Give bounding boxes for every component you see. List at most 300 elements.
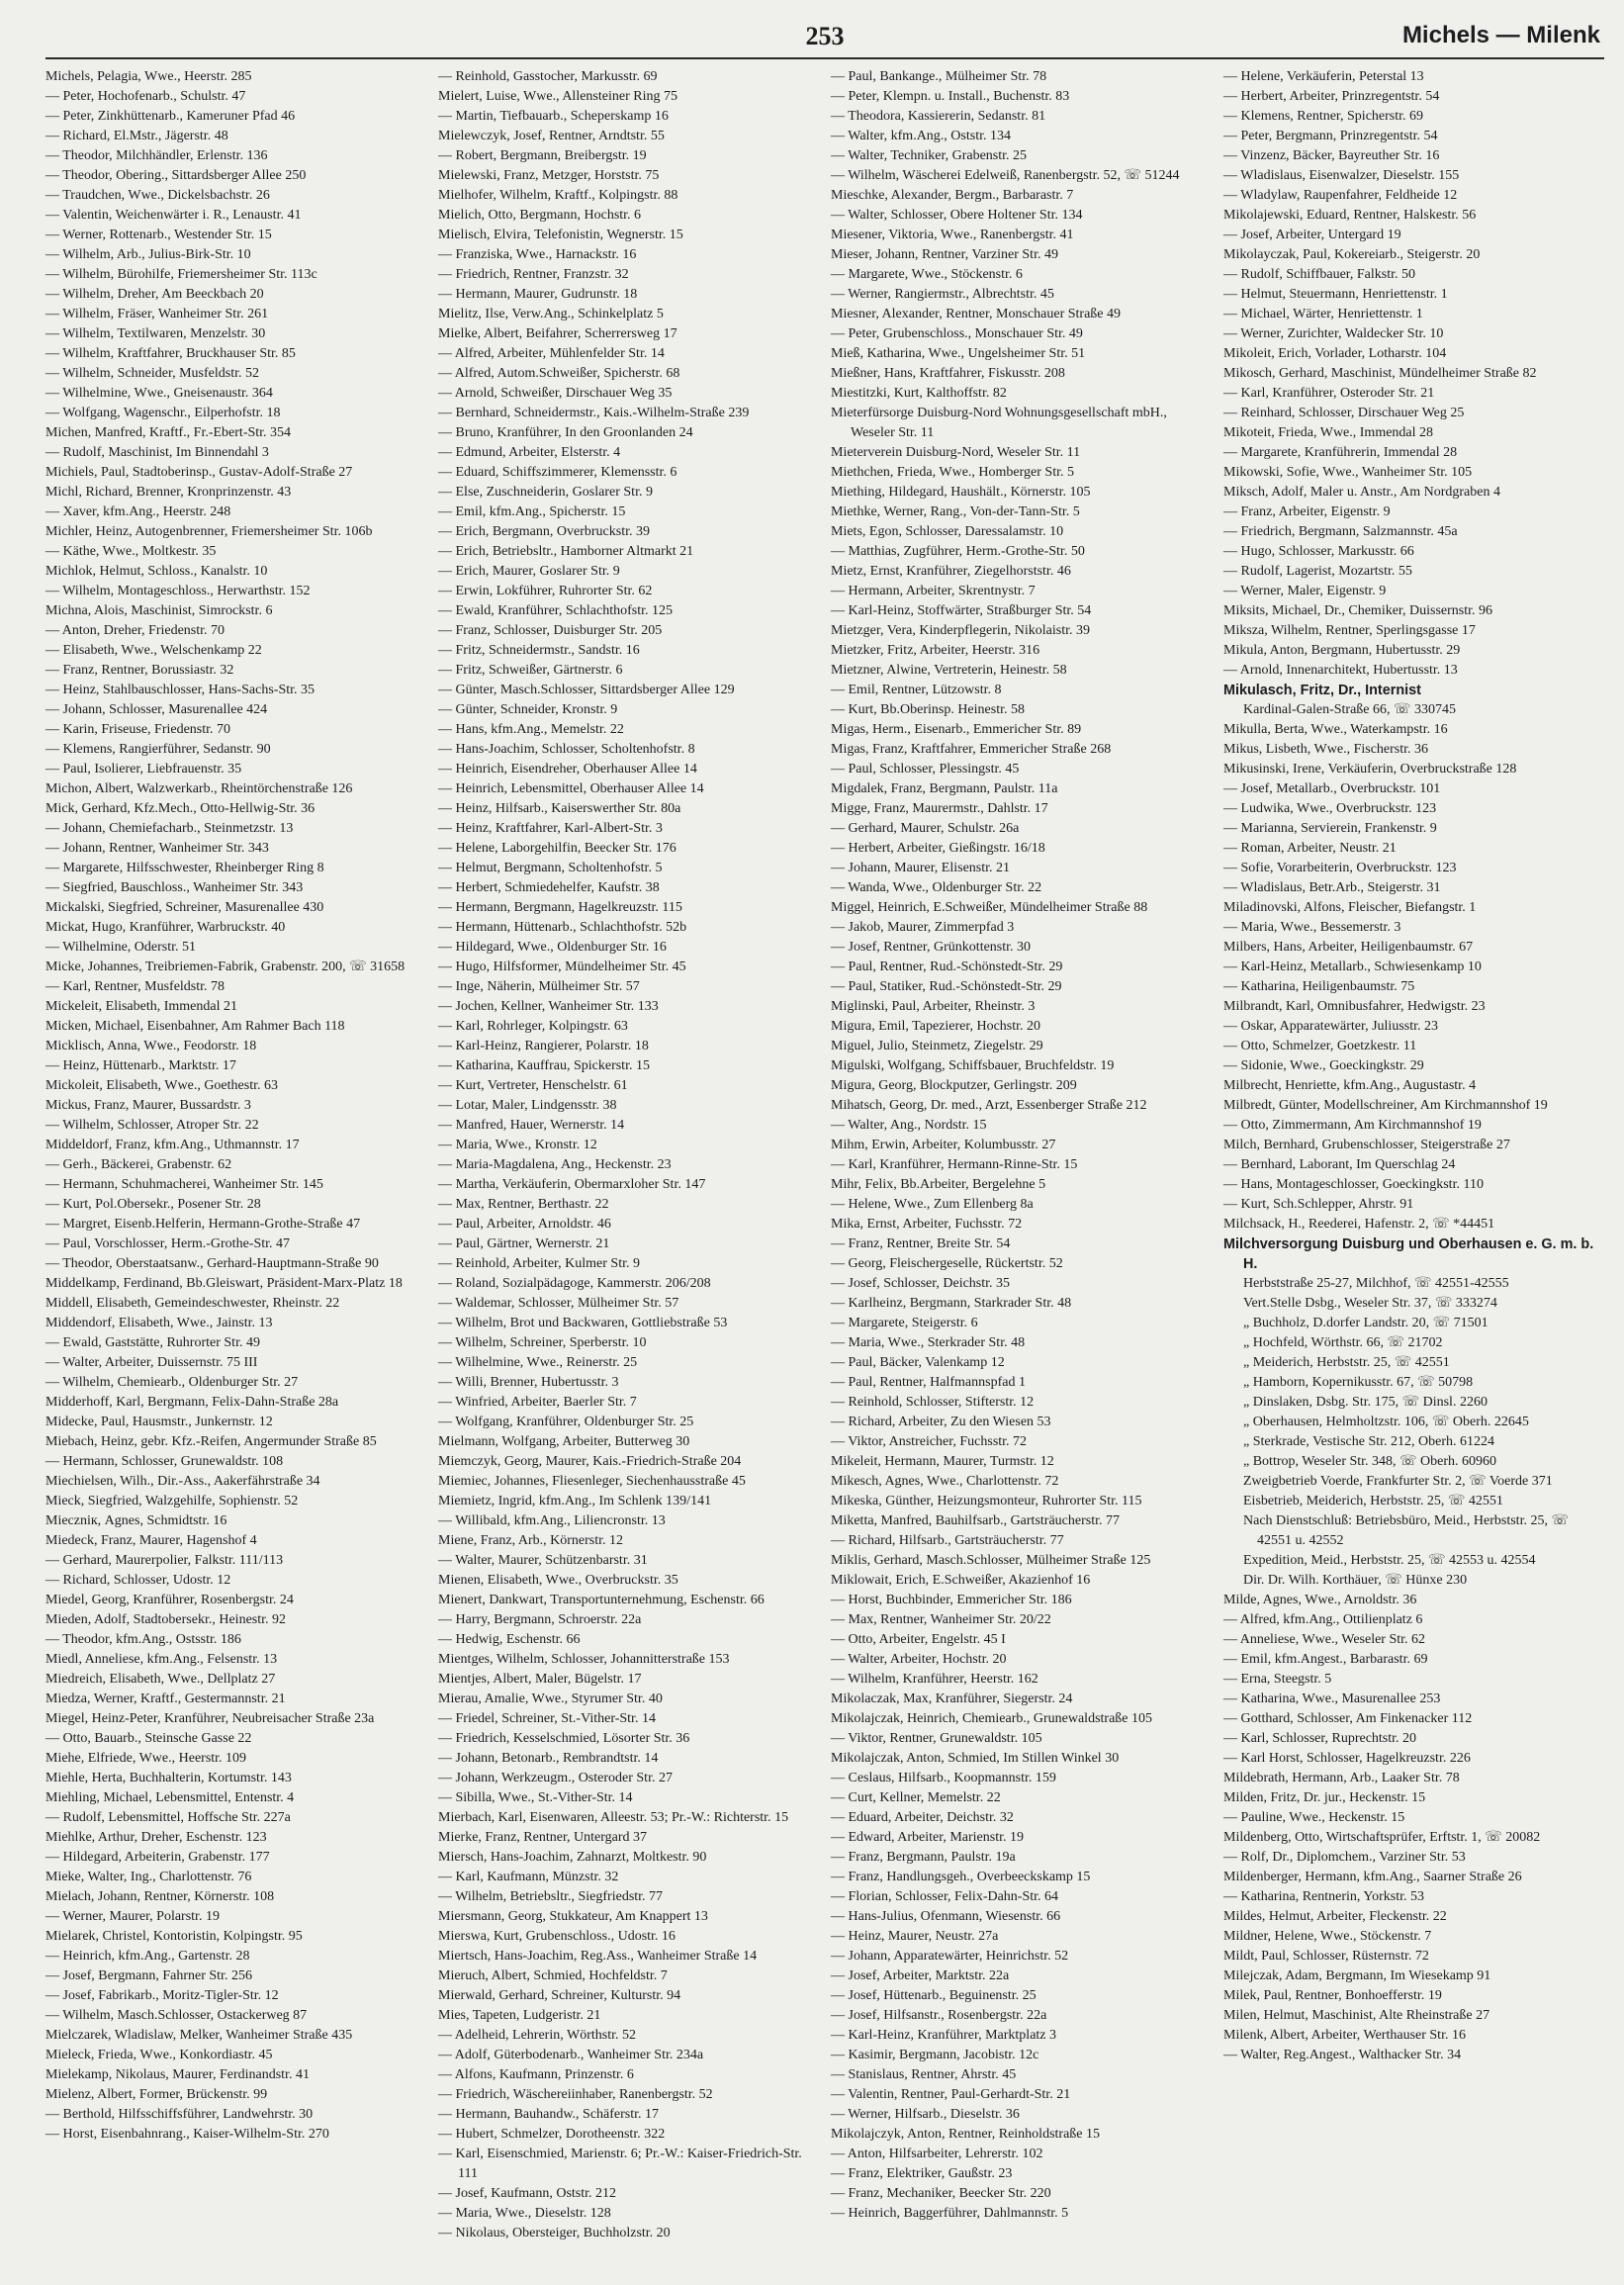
directory-entry: Mielke, Albert, Beifahrer, Scherrersweg 17 (438, 326, 677, 341)
directory-entry: Mieruch, Albert, Schmied, Hochfeldstr. 7 (438, 1968, 668, 1983)
directory-entry: — Theodora, Kassiererin, Sedanstr. 81 (831, 109, 1046, 124)
directory-entry: Miedreich, Elisabeth, Wwe., Dellplatz 27 (45, 1672, 276, 1687)
directory-entry: — Franziska, Wwe., Harnackstr. 16 (438, 247, 637, 262)
directory-entry: — Wilhelmine, Wwe., Gneisenaustr. 364 (45, 386, 273, 401)
directory-entry: — Georg, Fleischergeselle, Rückertstr. 52 (831, 1256, 1063, 1271)
directory-entry: Middendorf, Elisabeth, Wwe., Jainstr. 13 (45, 1316, 273, 1330)
directory-entry: Mienert, Dankwart, Transportunternehmung, Eschenstr. 66 (438, 1593, 765, 1607)
directory-entry: — Katharina, Wwe., Masurenallee 253 (1223, 1691, 1441, 1706)
directory-entry: — Wolfgang, Kranführer, Oldenburger Str. 25 (438, 1415, 694, 1429)
directory-entry: — Erich, Bergmann, Overbruckstr. 39 (438, 524, 650, 539)
directory-entry: — Karl, Rohrleger, Kolpingstr. 63 (438, 1019, 628, 1034)
directory-entry: — Franz, Schlosser, Duisburger Str. 205 (438, 623, 663, 638)
directory-entry: — Gotthard, Schlosser, Am Finkenacker 112 (1223, 1711, 1473, 1726)
directory-entry: — Werner, Hilfsarb., Dieselstr. 36 (831, 2107, 1020, 2122)
directory-entry: — Hildegard, Wwe., Oldenburger Str. 16 (438, 940, 667, 955)
directory-entry: — Hermann, Maurer, Gudrunstr. 18 (438, 287, 638, 302)
directory-entry: — Berthold, Hilfsschiffsführer, Landwehrstr. 30 (45, 2107, 314, 2122)
directory-entry: Mientges, Wilhelm, Schlosser, Johannitterstraße 153 (438, 1652, 730, 1667)
directory-entry: „ Oberhausen, Helmholtzstr. 106, ☏ Oberh. 22645 (1243, 1415, 1529, 1429)
directory-entry: — Helmut, Steuermann, Henriettenstr. 1 (1223, 287, 1448, 302)
directory-entry: Miedeck, Franz, Maurer, Hagenshof 4 (45, 1533, 257, 1548)
directory-entry: — Eduard, Schiffszimmerer, Klemensstr. 6 (438, 465, 677, 480)
directory-entry: Milbers, Hans, Arbeiter, Heiligenbaumstr. 67 (1223, 940, 1474, 955)
directory-entry: Miklis, Gerhard, Masch.Schlosser, Mülheimer Straße 125 (831, 1553, 1151, 1568)
directory-entry: Miklowait, Erich, E.Schweißer, Akazienhof 16 (831, 1573, 1091, 1588)
directory-entry: — Margarete, Wwe., Stöckenstr. 6 (831, 267, 1023, 282)
directory-entry: — Hermann, Bauhandw., Schäferstr. 17 (438, 2107, 660, 2122)
directory-entry: Miebach, Heinz, gebr. Kfz.-Reifen, Angermunder Straße 85 (45, 1434, 377, 1449)
directory-entry: Mielekamp, Nikolaus, Maurer, Ferdinandstr. 41 (45, 2067, 310, 2082)
directory-entry: Mikolajczak, Heinrich, Chemiearb., Grunewaldstraße 105 (831, 1711, 1153, 1726)
directory-entry: Mierswa, Kurt, Grubenschloss., Udostr. 16 (438, 1929, 676, 1944)
directory-entry: — Oskar, Apparatewärter, Juliusstr. 23 (1223, 1019, 1438, 1034)
directory-entry: — Alfons, Kaufmann, Prinzenstr. 6 (438, 2067, 634, 2082)
directory-entry: — Sidonie, Wwe., Goeckingkstr. 29 (1223, 1058, 1424, 1073)
directory-entry: — Werner, Zurichter, Waldecker Str. 10 (1223, 326, 1444, 341)
directory-entry: — Hermann, Arbeiter, Skrentnystr. 7 (831, 584, 1036, 598)
directory-entry: — Wilhelm, Wäscherei Edelweiß, Ranenbergstr. 52, ☏ 51244 (831, 168, 1180, 183)
directory-entry: Migas, Herm., Eisenarb., Emmericher Str. 89 (831, 722, 1082, 737)
directory-entry: Milde, Agnes, Wwe., Arnoldstr. 36 (1223, 1593, 1417, 1607)
directory-entry: — Werner, Rottenarb., Westender Str. 15 (45, 228, 272, 242)
directory-entry: — Kurt, Bb.Oberinsp. Heinestr. 58 (831, 702, 1025, 717)
directory-entry: Mildner, Helene, Wwe., Stöckenstr. 7 (1223, 1929, 1432, 1944)
directory-entry: — Johann, Apparatewärter, Heinrichstr. 52 (831, 1949, 1069, 1964)
directory-entry: — Jochen, Kellner, Wanheimer Str. 133 (438, 999, 659, 1014)
directory-entry: „ Sterkrade, Vestische Str. 212, Oberh. 61224 (1243, 1434, 1495, 1449)
directory-entry: — Franz, Rentner, Breite Str. 54 (831, 1236, 1011, 1251)
directory-entry: Mildenberger, Hermann, kfm.Ang., Saarner Straße 26 (1223, 1870, 1522, 1884)
directory-entry: — Walter, Techniker, Grabenstr. 25 (831, 148, 1028, 163)
directory-entry: „ Bottrop, Weseler Str. 348, ☏ Oberh. 60960 (1243, 1454, 1497, 1469)
directory-entry: — Werner, Maler, Eigenstr. 9 (1223, 584, 1387, 598)
directory-entry: Mihr, Felix, Bb.Arbeiter, Bergelehne 5 (831, 1177, 1046, 1192)
directory-entry: — Karlheinz, Bergmann, Starkrader Str. 48 (831, 1296, 1072, 1311)
column-2 (438, 67, 819, 2243)
directory-entry: — Hermann, Schuhmacherei, Wanheimer Str. 145 (45, 1177, 323, 1192)
directory-entry: — Herbert, Schmiedehelfer, Kaufstr. 38 (438, 880, 660, 895)
directory-entry: Migdalek, Franz, Bergmann, Paulstr. 11a (831, 781, 1058, 796)
directory-entry: — Ceslaus, Hilfsarb., Koopmannstr. 159 (831, 1771, 1056, 1785)
directory-entry: „ Meiderich, Herbststr. 25, ☏ 42551 (1243, 1355, 1450, 1370)
directory-entry: — Friedel, Schreiner, St.-Vither-Str. 14 (438, 1711, 656, 1726)
directory-entry: Miertsch, Hans-Joachim, Reg.Ass., Wanheimer Straße 14 (438, 1949, 758, 1964)
directory-entry: — Winfried, Arbeiter, Baerler Str. 7 (438, 1395, 637, 1410)
directory-entry: — Manfred, Hauer, Wernerstr. 14 (438, 1118, 625, 1133)
column-4 (1223, 67, 1604, 2243)
directory-entry: — Otto, Schmelzer, Goetzkestr. 11 (1223, 1039, 1417, 1053)
directory-entry: — Wladislaus, Eisenwalzer, Dieselstr. 155 (1223, 168, 1460, 183)
directory-entry: — Hugo, Schlosser, Markusstr. 66 (1223, 544, 1414, 559)
directory-entry: — Walter, Schlosser, Obere Holtener Str. 134 (831, 208, 1083, 223)
directory-entry: Mikulla, Berta, Wwe., Waterkampstr. 16 (1223, 722, 1448, 737)
directory-entry: Mießner, Hans, Kraftfahrer, Fiskusstr. 208 (831, 366, 1065, 381)
directory-entry: Micke, Johannes, Treibriemen-Fabrik, Grabenstr. 200, ☏ 31658 (45, 960, 406, 974)
directory-entry: Miladinovski, Alfons, Fleischer, Biefangstr. 1 (1223, 900, 1477, 915)
directory-entry: — Franz, Mechaniker, Beecker Str. 220 (831, 2186, 1051, 2201)
directory-entry: — Wladylaw, Raupenfahrer, Feldheide 12 (1223, 188, 1458, 203)
directory-entry: Mildes, Helmut, Arbeiter, Fleckenstr. 22 (1223, 1909, 1447, 1924)
directory-entry: — Klemens, Rangierführer, Sedanstr. 90 (45, 742, 271, 757)
directory-entry: Mick, Gerhard, Kfz.Mech., Otto-Hellwig-Str. 36 (45, 801, 316, 816)
directory-entry: — Wilhelm, Kraftfahrer, Bruckhauser Str. 85 (45, 346, 296, 361)
column-3 (831, 67, 1212, 2243)
directory-entry: — Walter, Arbeiter, Duissernstr. 75 III (45, 1355, 258, 1370)
directory-entry: Mielisch, Elvira, Telefonistin, Wegnerstr. 15 (438, 228, 683, 242)
directory-entry: — Gerhard, Maurer, Schulstr. 26a (831, 821, 1020, 836)
directory-entry: Mihm, Erwin, Arbeiter, Kolumbusstr. 27 (831, 1138, 1056, 1152)
directory-entry: — Peter, Grubenschloss., Monschauer Str. 49 (831, 326, 1083, 341)
directory-entry: Milek, Paul, Rentner, Bonhoefferstr. 19 (1223, 1988, 1442, 2003)
directory-entry: — Waldemar, Schlosser, Mülheimer Str. 57 (438, 1296, 679, 1311)
directory-entry: — Matthias, Zugführer, Herm.-Grothe-Str. 50 (831, 544, 1085, 559)
directory-entry: — Maria, Wwe., Sterkrader Str. 48 (831, 1335, 1026, 1350)
directory-entry: — Margarete, Hilfsschwester, Rheinberger Ring 8 (45, 861, 324, 875)
directory-entry: Mienen, Elisabeth, Wwe., Overbruckstr. 35 (438, 1573, 678, 1588)
directory-entry: — Maria-Magdalena, Ang., Heckenstr. 23 (438, 1157, 672, 1172)
directory-entry: Mietzker, Fritz, Arbeiter, Heerstr. 316 (831, 643, 1040, 658)
directory-entry: — Viktor, Rentner, Grunewaldstr. 105 (831, 1731, 1042, 1746)
directory-entry: Mielhofer, Wilhelm, Kraftf., Kolpingstr. 88 (438, 188, 678, 203)
directory-entry: Miersch, Hans-Joachim, Zahnarzt, Moltkestr. 90 (438, 1850, 707, 1865)
directory-entry: — Franz, Elektriker, Gaußstr. 23 (831, 2166, 1013, 2181)
directory-entry: — Johann, Schlosser, Masurenallee 424 (45, 702, 268, 717)
directory-entry: Mihatsch, Georg, Dr. med., Arzt, Essenberger Straße 212 (831, 1098, 1147, 1113)
directory-entry: — Wilhelm, Bürohilfe, Friemersheimer Str. 113c (45, 267, 317, 282)
directory-entry: — Heinrich, Baggerführer, Dahlmannstr. 5 (831, 2206, 1069, 2221)
directory-entry: — Josef, Schlosser, Deichstr. 35 (831, 1276, 1011, 1291)
directory-entry: — Theodor, Obering., Sittardsberger Allee 250 (45, 168, 307, 183)
directory-entry: — Hedwig, Eschenstr. 66 (438, 1632, 581, 1647)
directory-entry: — Heinz, Hilfsarb., Kaiserswerther Str. 80a (438, 801, 681, 816)
directory-entry: — Roman, Arbeiter, Neustr. 21 (1223, 841, 1397, 856)
directory-entry: Miesener, Viktoria, Wwe., Ranenbergstr. 41 (831, 228, 1074, 242)
directory-entry: Mildenberg, Otto, Wirtschaftsprüfer, Erftstr. 1, ☏ 20082 (1223, 1830, 1541, 1845)
directory-entry: — Roland, Sozialpädagoge, Kammerstr. 206/208 (438, 1276, 711, 1291)
directory-entry: — Martha, Verkäuferin, Obermarxloher Str. 147 (438, 1177, 706, 1192)
directory-entry: Mickeleit, Elisabeth, Immendal 21 (45, 999, 238, 1014)
directory-entry: Mielewczyk, Josef, Rentner, Arndtstr. 55 (438, 129, 665, 143)
directory-entry: — Martin, Tiefbauarb., Scheperskamp 16 (438, 109, 669, 124)
directory-entry: — Fritz, Schneidermstr., Sandstr. 16 (438, 643, 640, 658)
directory-entry: — Rudolf, Maschinist, Im Binnendahl 3 (45, 445, 269, 460)
directory-entry: Michen, Manfred, Kraftf., Fr.-Ebert-Str. 354 (45, 425, 292, 440)
directory-entry: Mientjes, Albert, Maler, Bügelstr. 17 (438, 1672, 642, 1687)
directory-entry: — Hans, Montageschlosser, Goeckingkstr. 110 (1223, 1177, 1484, 1192)
directory-entry: — Wilhelm, Fräser, Wanheimer Str. 261 (45, 307, 269, 321)
directory-entry: Mickoleit, Elisabeth, Wwe., Goethestr. 63 (45, 1078, 278, 1093)
directory-entry: Michl, Richard, Brenner, Kronprinzenstr. 43 (45, 485, 292, 500)
directory-entry: Milch, Bernhard, Grubenschlosser, Steigerstraße 27 (1223, 1138, 1510, 1152)
directory-entry: — Hermann, Bergmann, Hagelkreuzstr. 115 (438, 900, 682, 915)
directory-entry: Mielich, Otto, Bergmann, Hochstr. 6 (438, 208, 642, 223)
directory-entry: Michels, Pelagia, Wwe., Heerstr. 285 (45, 69, 252, 84)
directory-entry: — Karl-Heinz, Kranführer, Marktplatz 3 (831, 2028, 1057, 2043)
directory-entry: — Stanislaus, Rentner, Ahrstr. 45 (831, 2067, 1017, 2082)
directory-entry: — Werner, Maurer, Polarstr. 19 (45, 1909, 220, 1924)
directory-entry: Miksch, Adolf, Maler u. Anstr., Am Nordgraben 4 (1223, 485, 1500, 500)
directory-entry: — Else, Zuschneiderin, Goslarer Str. 9 (438, 485, 653, 500)
directory-entry: — Franz, Arbeiter, Eigenstr. 9 (1223, 504, 1391, 519)
directory-entry: Mieschke, Alexander, Bergm., Barbarastr. 7 (831, 188, 1074, 203)
directory-entry: Mielczarek, Wladislaw, Melker, Wanheimer Straße 435 (45, 2028, 353, 2043)
directory-entry: Mietz, Ernst, Kranführer, Ziegelhorststr. 46 (831, 564, 1071, 579)
directory-entry: — Michael, Wärter, Henriettenstr. 1 (1223, 307, 1423, 321)
directory-entry: Mikeleit, Hermann, Maurer, Turmstr. 12 (831, 1454, 1054, 1469)
directory-entry: — Emil, kfm.Angest., Barbarastr. 69 (1223, 1652, 1428, 1667)
directory-entry: Milden, Fritz, Dr. jur., Heckenstr. 15 (1223, 1790, 1426, 1805)
directory-entry: — Franz, Bergmann, Paulstr. 19a (831, 1850, 1016, 1865)
directory-entry: — Hermann, Hüttenarb., Schlachthofstr. 52b (438, 920, 687, 935)
directory-entry: — Reinhold, Schlosser, Stifterstr. 12 (831, 1395, 1035, 1410)
directory-entry: Milenk, Albert, Arbeiter, Werthauser Str. 16 (1223, 2028, 1466, 2043)
directory-entry: — Karl, Kranführer, Osteroder Str. 21 (1223, 386, 1435, 401)
directory-entry: Mikus, Lisbeth, Wwe., Fischerstr. 36 (1223, 742, 1429, 757)
directory-entry: — Hermann, Schlosser, Grunewaldstr. 108 (45, 1454, 284, 1469)
directory-entry: Miethke, Werner, Rang., Von-der-Tann-Str. 5 (831, 504, 1080, 519)
directory-entry: Mickalski, Siegfried, Schreiner, Masurenallee 430 (45, 900, 324, 915)
directory-entry: Miemietz, Ingrid, kfm.Ang., Im Schlenk 139/141 (438, 1494, 712, 1508)
directory-entry: Kardinal-Galen-Straße 66, ☏ 330745 (1243, 702, 1457, 717)
directory-entry: Mickus, Franz, Maurer, Bussardstr. 3 (45, 1098, 251, 1113)
directory-entry: Mikoteit, Frieda, Wwe., Immendal 28 (1223, 425, 1434, 440)
directory-entry: — Hans-Joachim, Schlosser, Scholtenhofstr. 8 (438, 742, 695, 757)
directory-entry: — Johann, Maurer, Elisenstr. 21 (831, 861, 1011, 875)
directory-entry: — Gerh., Bäckerei, Grabenstr. 62 (45, 1157, 232, 1172)
directory-entry: Herbststraße 25-27, Milchhof, ☏ 42551-42555 (1243, 1276, 1509, 1291)
directory-entry: — Traudchen, Wwe., Dickelsbachstr. 26 (45, 188, 270, 203)
page-number: 253 (805, 22, 845, 50)
directory-entry: — Ludwika, Wwe., Overbruckstr. 123 (1223, 801, 1437, 816)
directory-entry: Migas, Franz, Kraftfahrer, Emmericher Straße 268 (831, 742, 1112, 757)
directory-entry: — Harry, Bergmann, Schroerstr. 22a (438, 1612, 642, 1627)
directory-entry: „ Buchholz, D.dorfer Landstr. 20, ☏ 71501 (1243, 1316, 1489, 1330)
directory-entry: — Pauline, Wwe., Heckenstr. 15 (1223, 1810, 1405, 1825)
directory-entry: Miestitzki, Kurt, Kalthoffstr. 82 (831, 386, 1007, 401)
directory-entry: — Wilhelm, Dreher, Am Beeckbach 20 (45, 287, 264, 302)
directory-entry: — Adolf, Güterbodenarb., Wanheimer Str. 234a (438, 2048, 704, 2062)
directory-entry: Miesner, Alexander, Rentner, Monschauer Straße 49 (831, 307, 1122, 321)
directory-entry: — Paul, Statiker, Rud.-Schönstedt-Str. 29 (831, 979, 1062, 994)
directory-entry: Miething, Hildegard, Haushält., Körnerstr. 105 (831, 485, 1091, 500)
directory-entry: — Josef, Arbeiter, Marktstr. 22a (831, 1968, 1010, 1983)
directory-entry: Michlok, Helmut, Schloss., Kanalstr. 10 (45, 564, 268, 579)
directory-entry: — Erna, Steegstr. 5 (1223, 1672, 1332, 1687)
directory-entry: — Theodor, kfm.Ang., Ostsstr. 186 (45, 1632, 241, 1647)
directory-entry: — Florian, Schlosser, Felix-Dahn-Str. 64 (831, 1889, 1059, 1904)
directory-entry: — Josef, Hilfsanstr., Rosenbergstr. 22a (831, 2008, 1047, 2023)
directory-entry: — Anton, Dreher, Friedenstr. 70 (45, 623, 226, 638)
directory-entry: Mieß, Katharina, Wwe., Ungelsheimer Str. 51 (831, 346, 1086, 361)
directory-entry: Mikula, Anton, Bergmann, Hubertusstr. 29 (1223, 643, 1461, 658)
directory-entry: — Valentin, Weichenwärter i. R., Lenaustr. 41 (45, 208, 302, 223)
directory-entry: — Bruno, Kranführer, In den Groonlanden 24 (438, 425, 693, 440)
directory-entry: — Curt, Kellner, Memelstr. 22 (831, 1790, 1001, 1805)
directory-entry: Miedel, Georg, Kranführer, Rosenbergstr. 24 (45, 1593, 294, 1607)
directory-entry: — Johann, Chemiefacharb., Steinmetzstr. 13 (45, 821, 294, 836)
directory-entry: — Maria, Wwe., Bessemerstr. 3 (1223, 920, 1401, 935)
directory-entry: Mikolajewski, Eduard, Rentner, Halskestr. 56 (1223, 208, 1477, 223)
directory-entry: Mikeska, Günther, Heizungsmonteur, Ruhrorter Str. 115 (831, 1494, 1142, 1508)
directory-entry: Milchversorgung Duisburg und Oberhausen e. G. m. b. H. (1223, 1236, 1594, 1272)
directory-entry: Milbredt, Günter, Modellschreiner, Am Kirchmannshof 19 (1223, 1098, 1548, 1113)
directory-entry: — Günter, Masch.Schlosser, Sittardsberger Allee 129 (438, 683, 735, 697)
directory-entry: — Heinrich, Lebensmittel, Oberhauser Allee 14 (438, 781, 704, 796)
directory-entry: — Adelheid, Lehrerin, Wörthstr. 52 (438, 2028, 636, 2043)
directory-entry: Michna, Alois, Maschinist, Simrockstr. 6 (45, 603, 273, 618)
directory-entry: — Anneliese, Wwe., Weseler Str. 62 (1223, 1632, 1426, 1647)
directory-entry: — Heinrich, kfm.Ang., Gartenstr. 28 (45, 1949, 250, 1964)
directory-entry: — Werner, Rangiermstr., Albrechtstr. 45 (831, 287, 1054, 302)
directory-entry: Middeldorf, Franz, kfm.Ang., Uthmannstr. 17 (45, 1138, 300, 1152)
directory-entry: Miglinski, Paul, Arbeiter, Rheinstr. 3 (831, 999, 1036, 1014)
directory-entry: — Maria, Wwe., Kronstr. 12 (438, 1138, 597, 1152)
directory-entry: Miehling, Michael, Lebensmittel, Entenstr. 4 (45, 1790, 295, 1805)
directory-entry: — Josef, Arbeiter, Untergard 19 (1223, 228, 1401, 242)
directory-entry: — Reinhard, Schlosser, Dirschauer Weg 25 (1223, 406, 1465, 420)
directory-entry: Mierke, Franz, Rentner, Untergard 37 (438, 1830, 648, 1845)
directory-entry: „ Hamborn, Kopernikusstr. 67, ☏ 50798 (1243, 1375, 1474, 1390)
directory-entry: Migge, Franz, Maurermstr., Dahlstr. 17 (831, 801, 1048, 816)
directory-entry: — Emil, Rentner, Lützowstr. 8 (831, 683, 1002, 697)
directory-entry: Miethchen, Frieda, Wwe., Homberger Str. 5 (831, 465, 1074, 480)
directory-entry: — Wilhelm, Schlosser, Atroper Str. 22 (45, 1118, 259, 1133)
directory-entry: — Margret, Eisenb.Helferin, Hermann-Grothe-Straße 47 (45, 1217, 361, 1232)
directory-entry: Micklisch, Anna, Wwe., Feodorstr. 18 (45, 1039, 257, 1053)
directory-entry: — Johann, Betonarb., Rembrandtstr. 14 (438, 1751, 659, 1766)
directory-entry: — Margarete, Steigerstr. 6 (831, 1316, 978, 1330)
directory-entry: — Jakob, Maurer, Zimmerpfad 3 (831, 920, 1015, 935)
directory-entry: — Wanda, Wwe., Oldenburger Str. 22 (831, 880, 1042, 895)
directory-entry: Miene, Franz, Arb., Körnerstr. 12 (438, 1533, 624, 1548)
directory-entry: Eisbetrieb, Meiderich, Herbststr. 25, ☏ 42551 (1243, 1494, 1503, 1508)
directory-entry: — Wilhelmine, Wwe., Reinerstr. 25 (438, 1355, 638, 1370)
directory-entry: — Otto, Arbeiter, Engelstr. 45 I (831, 1632, 1006, 1647)
directory-entry: Mies, Tapeten, Ludgeristr. 21 (438, 2008, 601, 2023)
directory-entry: Mikolaczak, Max, Kranführer, Siegerstr. 24 (831, 1691, 1073, 1706)
directory-entry: — Käthe, Wwe., Moltkestr. 35 (45, 544, 217, 559)
directory-entry: — Josef, Metallarb., Overbruckstr. 101 (1223, 781, 1441, 796)
directory-entry: — Edward, Arbeiter, Marienstr. 19 (831, 1830, 1025, 1845)
directory-entry: — Sibilla, Wwe., St.-Vither-Str. 14 (438, 1790, 633, 1805)
page-header (45, 20, 1604, 59)
directory-entry: Mielitz, Ilse, Verw.Ang., Schinkelplatz 5 (438, 307, 664, 321)
directory-entry: — Erich, Betriebsltr., Hamborner Altmarkt 21 (438, 544, 694, 559)
directory-entry: Mielewski, Franz, Metzger, Horststr. 75 (438, 168, 660, 183)
directory-entry: Mikolajczak, Anton, Schmied, Im Stillen Winkel 30 (831, 1751, 1120, 1766)
directory-entry: Milchsack, H., Reederei, Hafenstr. 2, ☏ *44451 (1223, 1217, 1495, 1232)
directory-entry: — Otto, Bauarb., Steinsche Gasse 22 (45, 1731, 252, 1746)
directory-entry: — Arnold, Schweißer, Dirschauer Weg 35 (438, 386, 673, 401)
directory-entry: Mierau, Amalie, Wwe., Styrumer Str. 40 (438, 1691, 663, 1706)
directory-entry: — Heinz, Maurer, Neustr. 27a (831, 1929, 999, 1944)
directory-entry: Migura, Georg, Blockputzer, Gerlingstr. 209 (831, 1078, 1077, 1093)
directory-entry: Miets, Egon, Schlosser, Daressalamstr. 10 (831, 524, 1064, 539)
directory-entry: „ Dinslaken, Dsbg. Str. 175, ☏ Dinsl. 2260 (1243, 1395, 1488, 1410)
directory-entry: Miksza, Wilhelm, Rentner, Sperlingsgasse 17 (1223, 623, 1476, 638)
column-1 (45, 67, 426, 2243)
directory-entry: Mieck, Siegfried, Walzgehilfe, Sophienstr. 52 (45, 1494, 299, 1508)
directory-entry: Midderhoff, Karl, Bergmann, Felix-Dahn-Straße 28a (45, 1395, 339, 1410)
directory-entry: — Karl-Heinz, Rangierer, Polarstr. 18 (438, 1039, 649, 1053)
directory-entry: Mikosch, Gerhard, Maschinist, Mündelheimer Straße 82 (1223, 366, 1537, 381)
directory-entry: Mielarek, Christel, Kontoristin, Kolpingstr. 95 (45, 1929, 303, 1944)
directory-entry: — Wilhelm, Kranführer, Heerstr. 162 (831, 1672, 1038, 1687)
directory-entry: Miehlke, Arthur, Dreher, Eschenstr. 123 (45, 1830, 267, 1845)
directory-entry: Michon, Albert, Walzwerkarb., Rheintörchenstraße 126 (45, 781, 353, 796)
directory-entry: Miechielsen, Wilh., Dir.-Ass., Aakerfährstraße 34 (45, 1474, 320, 1489)
directory-entry: Middell, Elisabeth, Gemeindeschwester, Rheinstr. 22 (45, 1296, 340, 1311)
directory-entry: Mielert, Luise, Wwe., Allensteiner Ring 75 (438, 89, 677, 104)
directory-entry: Mildt, Paul, Schlosser, Rüsternstr. 72 (1223, 1949, 1429, 1964)
directory-entry: Miedza, Werner, Kraftf., Gestermannstr. 21 (45, 1691, 286, 1706)
directory-entry: Miedl, Anneliese, kfm.Ang., Felsenstr. 13 (45, 1652, 278, 1667)
directory-entry: — Siegfried, Bauschloss., Wanheimer Str. 343 (45, 880, 304, 895)
directory-entry: — Paul, Isolierer, Liebfrauenstr. 35 (45, 762, 242, 777)
directory-entry: Mildebrath, Hermann, Arb., Laaker Str. 78 (1223, 1771, 1460, 1785)
directory-columns (45, 67, 1604, 2243)
directory-entry: Miksits, Michael, Dr., Chemiker, Duissernstr. 96 (1223, 603, 1493, 618)
directory-entry: — Marianna, Servierein, Frankenstr. 9 (1223, 821, 1437, 836)
directory-entry: — Josef, Kaufmann, Oststr. 212 (438, 2186, 617, 2201)
directory-entry: — Richard, El.Mstr., Jägerstr. 48 (45, 129, 228, 143)
directory-entry: — Horst, Buchbinder, Emmericher Str. 186 (831, 1593, 1072, 1607)
directory-entry: — Rolf, Dr., Diplomchem., Varziner Str. 53 (1223, 1850, 1466, 1865)
directory-entry: — Katharina, Heiligenbaumstr. 75 (1223, 979, 1415, 994)
directory-entry: — Josef, Bergmann, Fahrner Str. 256 (45, 1968, 252, 1983)
directory-entry: — Ewald, Gaststätte, Ruhrorter Str. 49 (45, 1335, 260, 1350)
directory-entry: — Rudolf, Lagerist, Mozartstr. 55 (1223, 564, 1412, 579)
directory-entry: Midecke, Paul, Hausmstr., Junkernstr. 12 (45, 1415, 273, 1429)
directory-entry: — Wilhelm, Montageschloss., Herwarthstr. 152 (45, 584, 311, 598)
directory-entry: — Hans, kfm.Ang., Memelstr. 22 (438, 722, 624, 737)
directory-entry: — Walter, Reg.Angest., Walthacker Str. 34 (1223, 2048, 1462, 2062)
directory-entry: — Karl, Rentner, Musfeldstr. 78 (45, 979, 226, 994)
directory-entry: — Franz, Rentner, Borussiastr. 32 (45, 663, 234, 678)
directory-entry: — Peter, Klempn. u. Install., Buchenstr. 83 (831, 89, 1070, 104)
directory-entry: — Margarete, Kranführerin, Immendal 28 (1223, 445, 1458, 460)
directory-entry: Milbrecht, Henriette, kfm.Ang., Augustastr. 4 (1223, 1078, 1477, 1093)
directory-entry: — Wilhelm, Brot und Backwaren, Gottliebstraße 53 (438, 1316, 728, 1330)
directory-entry: Migulski, Wolfgang, Schiffsbauer, Bruchfeldstr. 19 (831, 1058, 1115, 1073)
directory-entry: — Kasimir, Bergmann, Jacobistr. 12c (831, 2048, 1039, 2062)
directory-entry: — Erwin, Lokführer, Ruhrorter Str. 62 (438, 584, 653, 598)
directory-entry: — Paul, Bäcker, Valenkamp 12 (831, 1355, 1005, 1370)
directory-entry: — Peter, Zinkhüttenarb., Kameruner Pfad 46 (45, 109, 296, 124)
directory-entry: — Paul, Arbeiter, Arnoldstr. 46 (438, 1217, 611, 1232)
directory-entry: — Helmut, Bergmann, Scholtenhofstr. 5 (438, 861, 663, 875)
directory-entry: — Alfred, Autom.Schweißer, Spicherstr. 68 (438, 366, 680, 381)
directory-entry: Miehle, Herta, Buchhalterin, Kortumstr. 143 (45, 1771, 292, 1785)
directory-entry: Mikusinski, Irene, Verkäuferin, Overbruckstraße 128 (1223, 762, 1517, 777)
directory-entry: — Reinhold, Arbeiter, Kulmer Str. 9 (438, 1256, 640, 1271)
directory-entry: — Otto, Zimmermann, Am Kirchmannshof 19 (1223, 1118, 1482, 1133)
directory-entry: — Wilhelm, Arb., Julius-Birk-Str. 10 (45, 247, 251, 262)
directory-entry: — Herbert, Arbeiter, Gießingstr. 16/18 (831, 841, 1045, 856)
directory-entry: — Franz, Handlungsgeh., Overbeeckskamp 15 (831, 1870, 1091, 1884)
directory-entry: Migura, Emil, Tapezierer, Hochstr. 20 (831, 1019, 1041, 1034)
directory-entry: Mikowski, Sofie, Wwe., Wanheimer Str. 105 (1223, 465, 1473, 480)
directory-entry: — Heinz, Hüttenarb., Marktstr. 17 (45, 1058, 236, 1073)
directory-entry: — Paul, Bankange., Mülheimer Str. 78 (831, 69, 1047, 84)
directory-entry: — Horst, Eisenbahnrang., Kaiser-Wilhelm-Str. 270 (45, 2127, 329, 2142)
directory-entry: Milbrandt, Karl, Omnibusfahrer, Hedwigstr. 23 (1223, 999, 1486, 1014)
directory-entry: — Max, Rentner, Berthastr. 22 (438, 1197, 609, 1212)
directory-entry: Expedition, Meid., Herbststr. 25, ☏ 42553 u. 42554 (1243, 1553, 1536, 1568)
directory-entry: — Friedrich, Kesselschmied, Lösorter Str. 36 (438, 1731, 690, 1746)
directory-entry: — Friedrich, Bergmann, Salzmannstr. 45a (1223, 524, 1458, 539)
